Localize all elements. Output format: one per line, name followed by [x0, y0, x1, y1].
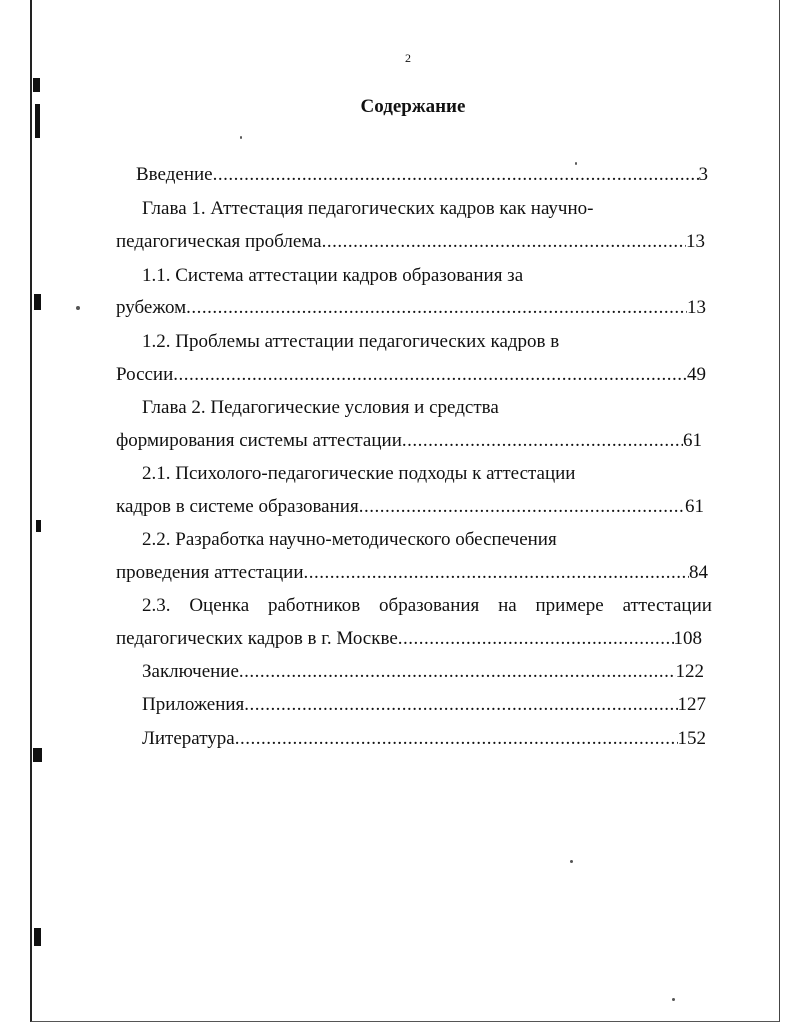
scan-mark [34, 294, 41, 310]
toc-leader-dots [239, 660, 676, 684]
toc-entry-page: 49 [687, 364, 706, 385]
toc-entry-section-2-1-heading: 2.1. Психолого-педагогические подходы к аттестации [142, 463, 576, 484]
toc-leader-dots [213, 163, 699, 187]
toc-entry-label: формирования системы аттестации [116, 430, 402, 451]
toc-word: образования [379, 595, 480, 616]
toc-entry-page: 152 [677, 728, 706, 749]
toc-entry-page: 108 [673, 628, 702, 649]
toc-entry-section-2-3 [116, 627, 702, 651]
toc-leader-dots [186, 296, 687, 320]
toc-entry-label: кадров в системе образования [116, 496, 359, 517]
scan-mark [33, 78, 40, 92]
toc-entry-page: 13 [686, 231, 705, 252]
toc-entry-section-2-2 [116, 561, 708, 585]
toc-entry-intro [136, 163, 708, 187]
toc-leader-dots [235, 727, 678, 751]
page-title: Содержание [360, 96, 466, 117]
toc-entry-page: 3 [698, 164, 708, 185]
toc-word: работников [268, 595, 361, 616]
toc-entry-label: Заключение [142, 661, 239, 682]
toc-entry-page: 84 [689, 562, 708, 583]
toc-entry-section-1-1 [116, 296, 706, 320]
scan-speck [76, 306, 80, 310]
toc-entry-label: Литература [142, 728, 235, 749]
toc-entry-label: рубежом [116, 297, 187, 318]
toc-entry-section-2-1 [116, 495, 704, 519]
scan-mark [34, 928, 41, 946]
toc-entry-literature [142, 727, 706, 751]
toc-word: аттестации [622, 595, 712, 616]
page-number: 2 [405, 51, 411, 65]
toc-entry-appendix [142, 693, 706, 717]
toc-word: на [498, 595, 517, 616]
toc-entry-label: России [116, 364, 174, 385]
toc-leader-dots [322, 230, 686, 254]
toc-entry-chapter1 [116, 230, 705, 254]
toc-entry-label: педагогических кадров в г. Москве [116, 628, 398, 649]
toc-leader-dots [173, 363, 687, 387]
toc-word: Оценка [189, 595, 250, 616]
toc-word: примере [535, 595, 604, 616]
toc-entry-section-2-2-heading: 2.2. Разработка научно-методического обеспечения [142, 529, 557, 550]
scan-mark [36, 520, 41, 532]
scan-speck [672, 998, 675, 1001]
toc-entry-chapter2-heading: Глава 2. Педагогические условия и средства [142, 397, 499, 418]
toc-leader-dots [359, 495, 685, 519]
toc-leader-dots [244, 693, 677, 717]
toc-entry-section-1-2-heading: 1.2. Проблемы аттестации педагогических кадров в [142, 331, 560, 352]
toc-entry-label: Введение [136, 164, 213, 185]
toc-entry-section-1-2 [116, 363, 706, 387]
toc-entry-chapter1-heading: Глава 1. Аттестация педагогических кадров как научно- [142, 198, 594, 219]
toc-leader-dots [304, 561, 690, 585]
toc-entry-label: Приложения [142, 694, 245, 715]
scan-speck [240, 136, 242, 139]
toc-entry-section-1-1-heading: 1.1. Система аттестации кадров образования за [142, 265, 524, 286]
toc-word: 2.3. [142, 595, 171, 616]
toc-entry-label: проведения аттестации [116, 562, 304, 583]
toc-entry-section-2-3-heading [142, 594, 712, 618]
toc-entry-page: 122 [675, 661, 704, 682]
scan-speck [570, 860, 573, 863]
toc-entry-page: 13 [687, 297, 706, 318]
toc-entry-page: 61 [683, 430, 702, 451]
scan-mark [33, 748, 42, 762]
toc-entry-conclusion [142, 660, 704, 684]
toc-entry-page: 61 [685, 496, 704, 517]
toc-entry-chapter2 [116, 429, 702, 453]
toc-leader-dots [398, 627, 674, 651]
toc-leader-dots [402, 429, 683, 453]
toc-entry-label: педагогическая проблема [116, 231, 322, 252]
toc-entry-page: 127 [677, 694, 706, 715]
